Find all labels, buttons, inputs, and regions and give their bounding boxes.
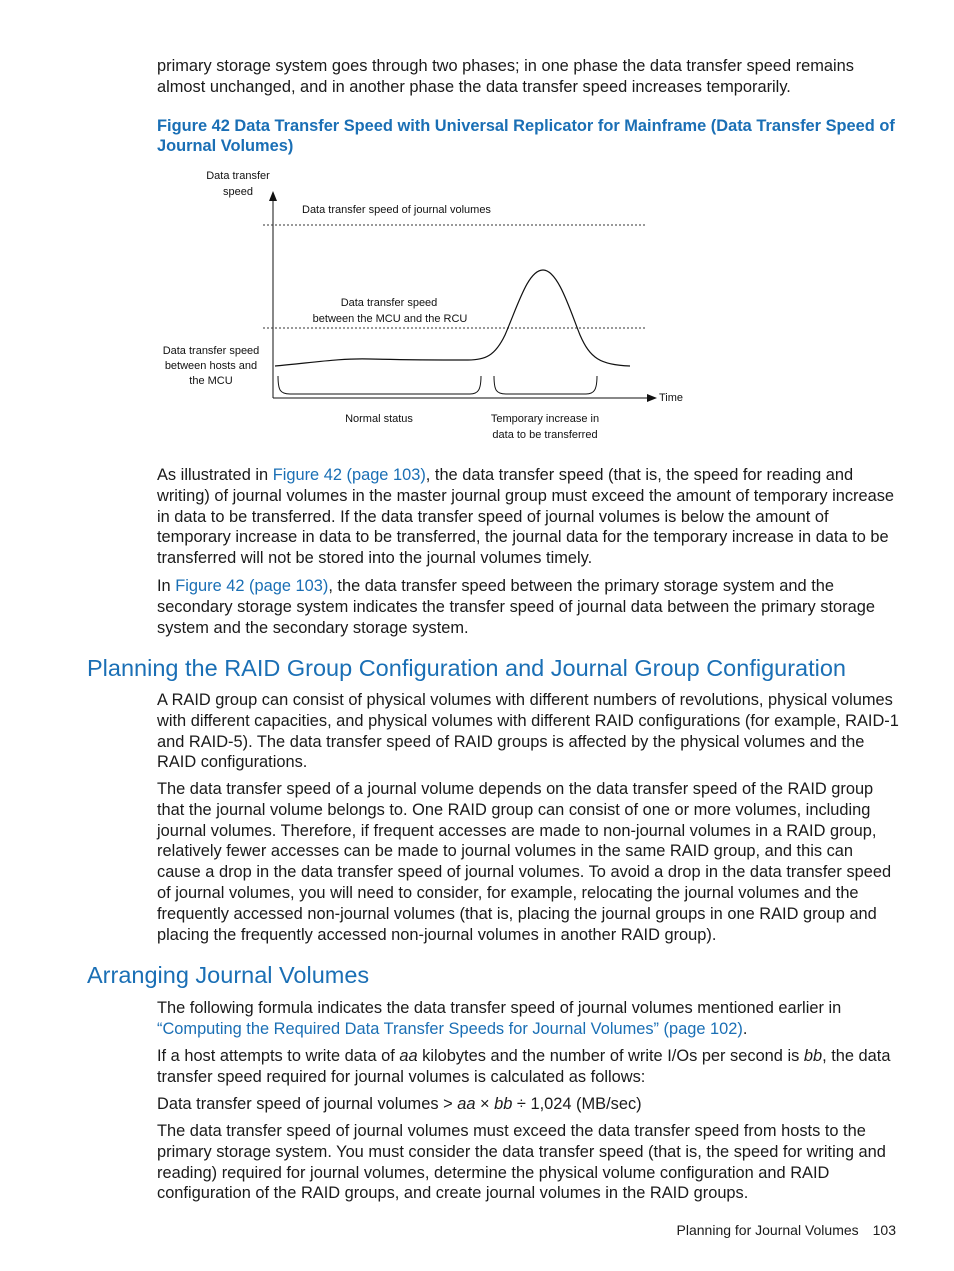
formula: Data transfer speed of journal volumes > aa × bb ÷ 1,024 (MB/sec) (157, 1095, 642, 1113)
data-transfer-speed-figure (150, 160, 710, 450)
mcu-rcu-label-1: Data transfer speed (340, 297, 438, 309)
para-formula-intro: The following formula indicates the data transfer speed of journal volumes mentioned earlier in “Computing the Required Data Transfer Speeds for Journal Volumes” (page 102). (157, 999, 842, 1038)
heading-arranging-journal-volumes: Arranging Journal Volumes (87, 962, 370, 988)
page-footer (677, 1222, 896, 1238)
x-axis-label: Time (659, 392, 684, 404)
temporary-increase-label-2: data to be transferred (492, 429, 598, 441)
temporary-increase-label-1: Temporary increase in (490, 413, 600, 425)
temporary-increase-brace (494, 376, 597, 394)
intro-paragraph: primary storage system goes through two phases; in one phase the data transfer speed remains almost unchanged, and in another phase the data transfer speed increases temporarily. (157, 57, 854, 96)
y-axis-arrow (269, 191, 277, 201)
figure-42-link-2[interactable]: Figure 42 (page 103) (175, 577, 329, 595)
page-number: 103 (872, 1222, 896, 1238)
y-axis-label-2: speed (223, 186, 253, 198)
footer-title: Planning for Journal Volumes (676, 1222, 859, 1238)
journal-line-label: Data transfer speed of journal volumes (302, 204, 491, 216)
figure-caption: Figure 42 Data Transfer Speed with Universal Replicator for Mainframe (Data Transfer Speed of Journal Volumes) (157, 117, 895, 155)
figure-42-link[interactable]: Figure 42 (page 103) (272, 466, 426, 484)
hosts-label-2: between hosts and (164, 360, 258, 372)
heading-raid-group: Planning the RAID Group Configuration and Journal Group Configuration (87, 655, 846, 681)
para-figure-explanation: As illustrated in Figure 42 (page 103), the data transfer speed (that is, the speed for reading and writing) of journal volumes in the master journal group must exceed the amount of temporary increase in data to be transferred. If the data transfer speed of journal volumes is below the amount of temporary increase in data to be transferred, the journal data for the temporary increase in data to be transferred will not be stored into the journal volumes timely. (157, 466, 895, 568)
para-raid-group-1: A RAID group can consist of physical volumes with different numbers of revolutions, physical volumes with different capacities, and physical volumes with different RAID configurations (for example, RAID-1 and RAID-5). The data transfer speed of RAID groups is affected by the physical volumes and the RAID configurations. (157, 691, 899, 772)
computing-speeds-link[interactable]: “Computing the Required Data Transfer Speeds for Journal Volumes” (page 102) (157, 1019, 743, 1038)
mcu-rcu-label-2: between the MCU and the RCU (312, 313, 468, 325)
para-transfer-speed: In Figure 42 (page 103), the data transfer speed between the primary storage system and the secondary storage system indicates the transfer speed of journal data between the primary storage system and the secondary storage system. (157, 577, 875, 637)
y-axis-label-1: Data transfer (206, 170, 270, 182)
para-host-write: If a host attempts to write data of aa kilobytes and the number of write I/Os per second is bb, the data transfer speed required for journal volumes is calculated as follows: (157, 1047, 891, 1086)
hosts-label-3: the MCU (189, 375, 233, 387)
x-axis-arrow (647, 394, 657, 402)
para-journal-speed-requirement: The data transfer speed of journal volumes must exceed the data transfer speed from hosts to the primary storage system. You must consider the data transfer speed (that is, the speed for writing and reading) required for journal volumes, determine the physical volume configuration and RAID configuration of the RAID groups, and create journal volumes in the RAID groups. (157, 1122, 886, 1203)
para-raid-group-2: The data transfer speed of a journal volume depends on the data transfer speed of the RAID group that the journal volume belongs to. One RAID group can consist of one or more volumes, including journal volumes. Therefore, if frequent accesses are made to non-journal volumes in a RAID group, relatively fewer accesses can be made to journal volumes in the same RAID group, and this can cause a drop in the data transfer speed of journal volumes. To avoid a drop in the data transfer speed of journal volumes, you will need to consider, for example, relocating the journal volumes and the frequently accessed non-journal volumes (that is, placing the journal groups in one RAID group and placing the frequently accessed non-journal volumes in another RAID group). (157, 780, 892, 944)
normal-status-label: Normal status (345, 413, 413, 425)
hosts-label-1: Data transfer speed (162, 345, 260, 357)
normal-status-brace (278, 376, 481, 394)
